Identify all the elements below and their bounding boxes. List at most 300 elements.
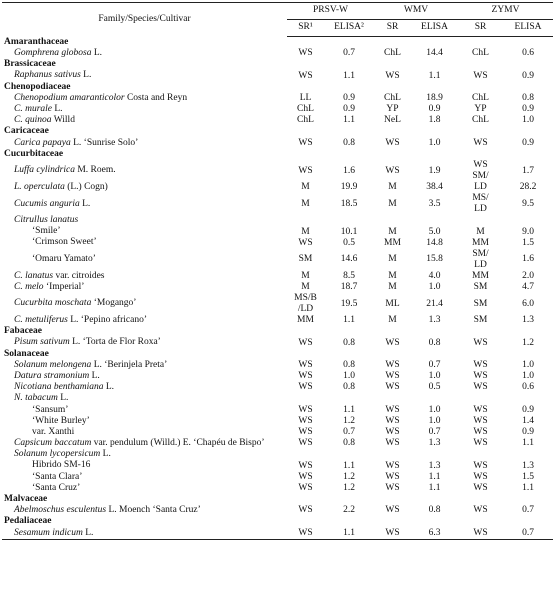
zymv-sr-value: WS	[473, 471, 488, 482]
authority-cultivar: L.	[89, 370, 100, 381]
table-body	[2, 37, 553, 540]
wmv-sr-cell	[374, 293, 411, 315]
zymv-sr-value: WS	[473, 527, 488, 538]
scientific-name: C. metuliferus	[14, 315, 68, 326]
zymv-sr-cell	[458, 93, 503, 104]
prsv-w-sr-cell	[287, 472, 324, 483]
authority-cultivar: L. ‘Sunrise Solo’	[70, 137, 139, 148]
species-name	[2, 238, 287, 249]
zymv-elisa-cell	[503, 405, 553, 416]
scientific-name: C. murale	[14, 103, 52, 114]
prsv-w-elisa-value: 1.1	[343, 115, 355, 126]
zymv-elisa-cell	[503, 449, 553, 460]
table-row	[2, 483, 553, 494]
zymv-sr-cell	[458, 193, 503, 215]
prsv-w-elisa-value: 1.2	[343, 483, 355, 494]
zymv-sr-cell	[458, 427, 503, 438]
wmv-sr-value: M	[388, 226, 397, 237]
wmv-sr-cell	[374, 505, 411, 516]
table-row	[2, 93, 553, 104]
prsv-w-elisa-cell	[324, 182, 374, 193]
table-row	[2, 461, 553, 472]
zymv-sr-cell	[458, 238, 503, 249]
zymv-sr-value: WS	[473, 505, 488, 516]
wmv-sr-value: M	[388, 315, 397, 326]
scientific-name: Abelmoschus esculentus	[14, 505, 107, 516]
scientific-name: Datura stramonium	[14, 370, 90, 381]
scientific-name: Solanum lycopersicum	[14, 449, 101, 460]
prsv-w-elisa-value: 1.1	[343, 404, 355, 415]
zymv-sr-cell	[458, 293, 503, 315]
prsv-w-elisa-cell	[324, 416, 374, 427]
table-row	[2, 360, 553, 371]
zymv-sr-cell	[458, 461, 503, 472]
scientific-name: Raphanus sativus	[14, 70, 81, 81]
wmv-elisa-value: 3.5	[428, 198, 441, 209]
family-name: Brassicaceae	[4, 59, 56, 70]
wmv-sr-cell	[374, 449, 411, 460]
zymv-sr-value: ChL	[472, 48, 489, 59]
zymv-elisa-header: ELISA	[503, 20, 553, 37]
authority-cultivar: ‘Sansum’	[32, 404, 69, 415]
authority-cultivar: ‘Mogango’	[91, 298, 137, 309]
wmv-elisa-header: ELISA	[411, 20, 458, 37]
table-row	[2, 193, 553, 215]
wmv-sr-cell	[374, 193, 411, 215]
zymv-elisa-value: 0.8	[522, 93, 534, 104]
prsv-w-sr-cell	[287, 416, 324, 427]
prsv-w-sr-cell	[287, 382, 324, 393]
family-name: Amaranthaceae	[4, 36, 69, 47]
family-row	[2, 37, 553, 49]
zymv-sr-value: WS	[473, 460, 488, 471]
prsv-w-sr-cell	[287, 160, 324, 182]
wmv-sr-cell	[374, 249, 411, 271]
wmv-sr-value: WS	[385, 438, 400, 449]
prsv-w-elisa-cell	[324, 449, 374, 460]
wmv-sr-cell	[374, 315, 411, 326]
prsv-w-elisa-cell	[324, 138, 374, 149]
table-row	[2, 249, 553, 271]
authority-cultivar: L.	[79, 198, 91, 209]
prsv-w-elisa-cell	[324, 104, 374, 115]
wmv-elisa-cell	[411, 405, 458, 416]
table-row	[2, 416, 553, 427]
prsv-w-sr-cell	[287, 438, 324, 449]
species-name	[2, 48, 287, 59]
zymv-sr-cell	[458, 382, 503, 393]
prsv-w-elisa-value: 2.2	[343, 505, 355, 516]
prsv-w-elisa-value: 0.8	[343, 382, 355, 393]
prsv-w-elisa-value: 1.0	[343, 371, 355, 382]
species-name	[2, 382, 287, 393]
wmv-elisa-cell	[411, 48, 458, 59]
wmv-sr-cell	[374, 416, 411, 427]
zymv-elisa-value: 0.7	[522, 527, 534, 538]
species-name	[2, 160, 287, 182]
wmv-elisa-cell	[411, 138, 458, 149]
wmv-elisa-value: 14.8	[426, 237, 443, 248]
prsv-w-elisa-value: 18.7	[340, 282, 358, 293]
authority-cultivar: Willd	[51, 115, 75, 126]
scientific-name: Capsicum baccatum	[14, 438, 92, 449]
prsv-w-sr-cell	[287, 93, 324, 104]
prsv-w-elisa-value: 18.5	[340, 198, 358, 209]
scientific-name: C. lanatus	[14, 270, 54, 281]
prsv-w-elisa-value: 0.8	[343, 360, 355, 371]
wmv-elisa-cell	[411, 371, 458, 382]
scientific-name: L. operculata	[14, 181, 65, 192]
prsv-w-sr-value: WS	[298, 237, 313, 248]
table-row	[2, 138, 553, 149]
wmv-sr-value: WS	[385, 337, 400, 348]
zymv-elisa-value: 9.0	[522, 226, 534, 237]
prsv-w-sr-cell	[287, 282, 324, 293]
scientific-name: Solanum melongena	[14, 359, 92, 370]
prsv-w-elisa-value: 0.5	[343, 237, 355, 248]
zymv-elisa-cell	[503, 438, 553, 449]
zymv-sr-cell	[458, 215, 503, 226]
prsv-w-sr-value: WS	[298, 382, 313, 393]
zymv-elisa-value: 1.3	[522, 460, 534, 471]
family-row	[2, 517, 553, 528]
wmv-elisa-cell	[411, 483, 458, 494]
zymv-sr-value: WS	[473, 360, 488, 371]
host-range-table-page	[2, 2, 553, 540]
wmv-elisa-value: 1.3	[428, 315, 441, 326]
zymv-elisa-cell	[503, 483, 553, 494]
species-name	[2, 249, 287, 271]
zymv-elisa-cell	[503, 293, 553, 315]
wmv-elisa-cell	[411, 282, 458, 293]
species-name	[2, 405, 287, 416]
wmv-sr-value: WS	[385, 360, 400, 371]
zymv-elisa-value: 1.4	[522, 415, 534, 426]
scientific-name: C. quinoa	[14, 115, 52, 126]
wmv-sr-cell	[374, 382, 411, 393]
zymv-sr-cell	[458, 449, 503, 460]
prsv-w-elisa-cell	[324, 371, 374, 382]
prsv-w-sr-value: WS	[298, 371, 313, 382]
wmv-elisa-cell	[411, 528, 458, 540]
wmv-elisa-value: 1.1	[428, 471, 441, 482]
zymv-elisa-value: 1.6	[522, 254, 534, 265]
prsv-w-elisa-cell	[324, 461, 374, 472]
prsv-w-sr-value: WS	[298, 70, 313, 81]
species-name	[2, 315, 287, 326]
wmv-sr-value: YP	[386, 104, 399, 115]
prsv-w-sr-cell	[287, 449, 324, 460]
zymv-elisa-value: 1.5	[522, 237, 534, 248]
zymv-elisa-value: 0.9	[522, 137, 534, 148]
species-name	[2, 472, 287, 483]
zymv-elisa-cell	[503, 182, 553, 193]
zymv-elisa-value: 1.3	[522, 315, 534, 326]
wmv-sr-cell	[374, 238, 411, 249]
table-row	[2, 71, 553, 82]
prsv-w-elisa-cell	[324, 338, 374, 349]
table-row	[2, 48, 553, 59]
wmv-sr-value: M	[388, 198, 397, 209]
wmv-elisa-value: 1.0	[428, 404, 441, 415]
wmv-sr-cell	[374, 528, 411, 540]
zymv-sr-cell	[458, 115, 503, 126]
zymv-sr-cell	[458, 138, 503, 149]
table-row	[2, 505, 553, 516]
wmv-sr-value: WS	[385, 137, 400, 148]
table-row	[2, 382, 553, 393]
zymv-sr-value: SM	[473, 282, 488, 293]
zymv-elisa-cell	[503, 427, 553, 438]
zymv-sr-cell	[458, 104, 503, 115]
zymv-sr-value: MS/ LD	[472, 193, 489, 215]
species-name	[2, 505, 287, 516]
prsv-w-sr-cell	[287, 249, 324, 271]
wmv-sr-value: WS	[385, 527, 400, 538]
wmv-elisa-cell	[411, 315, 458, 326]
wmv-group-header: WMV	[374, 3, 458, 20]
zymv-elisa-value: 1.1	[522, 483, 534, 494]
prsv-w-elisa-cell	[324, 427, 374, 438]
wmv-elisa-value: 0.7	[428, 360, 441, 371]
prsv-w-elisa-value: 14.6	[340, 254, 358, 265]
species-name	[2, 528, 287, 540]
prsv-w-elisa-value: 0.8	[343, 337, 355, 348]
prsv-w-elisa-cell	[324, 405, 374, 416]
prsv-w-sr-cell	[287, 315, 324, 326]
zymv-elisa-value: 28.2	[519, 182, 537, 193]
prsv-w-elisa-cell	[324, 48, 374, 59]
zymv-elisa-value: 1.1	[522, 438, 534, 449]
wmv-sr-value: WS	[385, 427, 400, 438]
prsv-w-sr-value: WS	[298, 505, 313, 516]
species-name	[2, 449, 287, 460]
zymv-sr-value: ChL	[472, 93, 489, 104]
wmv-sr-cell	[374, 438, 411, 449]
table-row	[2, 226, 553, 237]
wmv-sr-cell	[374, 271, 411, 282]
prsv-w-sr-cell	[287, 394, 324, 405]
species-name	[2, 138, 287, 149]
prsv-w-elisa-value: 0.8	[343, 438, 355, 449]
table-row	[2, 115, 553, 126]
zymv-sr-cell	[458, 505, 503, 516]
prsv-w-elisa-cell	[324, 115, 374, 126]
authority-cultivar: ‘Omaru Yamato’	[32, 254, 96, 265]
species-name	[2, 360, 287, 371]
zymv-elisa-cell	[503, 472, 553, 483]
wmv-elisa-cell	[411, 427, 458, 438]
prsv-w-sr-cell	[287, 115, 324, 126]
wmv-sr-value: WS	[385, 404, 400, 415]
authority-cultivar: L.	[80, 70, 92, 81]
family-row	[2, 59, 553, 70]
prsv-w-elisa-cell	[324, 315, 374, 326]
prsv-w-elisa-cell	[324, 93, 374, 104]
zymv-sr-value: WS	[473, 415, 488, 426]
prsv-w-sr-value: M	[301, 198, 310, 209]
prsv-w-elisa-value: 1.6	[343, 165, 355, 176]
zymv-sr-cell	[458, 160, 503, 182]
zymv-sr-value: WS	[473, 70, 488, 81]
prsv-w-sr-cell	[287, 71, 324, 82]
wmv-elisa-cell	[411, 338, 458, 349]
prsv-w-sr-cell	[287, 104, 324, 115]
wmv-elisa-cell	[411, 226, 458, 237]
wmv-sr-cell	[374, 427, 411, 438]
prsv-w-elisa-value: 8.5	[343, 270, 355, 281]
wmv-sr-value: M	[388, 270, 397, 281]
zymv-sr-value: MM	[472, 237, 489, 248]
wmv-elisa-cell	[411, 249, 458, 271]
scientific-name: Sesamum indicum	[14, 527, 83, 538]
zymv-elisa-cell	[503, 282, 553, 293]
prsv-w-elisa-cell	[324, 394, 374, 405]
wmv-sr-cell	[374, 405, 411, 416]
wmv-elisa-value: 6.3	[428, 527, 441, 538]
zymv-elisa-value: 0.7	[522, 505, 534, 516]
scientific-name: Luffa cylindrica	[14, 165, 75, 176]
species-name	[2, 461, 287, 472]
zymv-sr-value: WS	[473, 371, 488, 382]
table-row	[2, 215, 553, 226]
family-row	[2, 326, 553, 337]
prsv-w-elisa-cell	[324, 483, 374, 494]
prsv-w-sr-cell	[287, 271, 324, 282]
species-name	[2, 394, 287, 405]
zymv-elisa-value: 1.0	[522, 115, 534, 126]
wmv-elisa-cell	[411, 182, 458, 193]
wmv-elisa-cell	[411, 115, 458, 126]
prsv-w-sr-value: WS	[298, 527, 313, 538]
authority-cultivar: (L.) Cogn)	[64, 181, 108, 192]
zymv-elisa-cell	[503, 528, 553, 540]
wmv-elisa-value: 1.0	[428, 415, 441, 426]
wmv-elisa-value: 1.1	[428, 70, 441, 81]
authority-cultivar: L. Moench ‘Santa Cruz’	[106, 505, 201, 516]
zymv-elisa-cell	[503, 382, 553, 393]
wmv-elisa-value: 18.9	[426, 93, 443, 104]
prsv-w-sr-value: M	[301, 282, 310, 293]
wmv-sr-cell	[374, 93, 411, 104]
zymv-sr-cell	[458, 249, 503, 271]
zymv-elisa-value: 0.9	[522, 70, 534, 81]
family-row	[2, 82, 553, 93]
authority-cultivar: Hibrido SM-16	[32, 460, 91, 471]
zymv-elisa-cell	[503, 271, 553, 282]
wmv-elisa-cell	[411, 160, 458, 182]
wmv-sr-cell	[374, 104, 411, 115]
wmv-sr-cell	[374, 394, 411, 405]
authority-cultivar: L. ‘Torta de Flor Roxa’	[69, 337, 161, 348]
zymv-sr-value: SM	[473, 315, 488, 326]
wmv-sr-value: WS	[385, 471, 400, 482]
authority-cultivar: ‘White Burley’	[32, 415, 90, 426]
zymv-elisa-cell	[503, 104, 553, 115]
zymv-sr-cell	[458, 71, 503, 82]
family-name: Cucurbitaceae	[4, 148, 64, 159]
prsv-w-sr-value: MS/B /LD	[294, 293, 317, 315]
species-name	[2, 193, 287, 215]
prsv-w-elisa-cell	[324, 249, 374, 271]
wmv-sr-cell	[374, 48, 411, 59]
zymv-sr-cell	[458, 528, 503, 540]
zymv-elisa-cell	[503, 315, 553, 326]
species-name	[2, 282, 287, 293]
prsv-w-elisa-value: 1.2	[343, 415, 355, 426]
zymv-elisa-value: 1.0	[522, 371, 534, 382]
wmv-elisa-cell	[411, 293, 458, 315]
prsv-w-sr-cell	[287, 138, 324, 149]
family-row	[2, 349, 553, 360]
table-row	[2, 438, 553, 449]
prsv-w-sr-value: WS	[298, 165, 313, 176]
prsv-w-elisa-cell	[324, 71, 374, 82]
prsv-w-elisa-cell	[324, 382, 374, 393]
prsv-w-sr-value: WS	[298, 48, 313, 59]
authority-cultivar: L.	[57, 393, 69, 404]
wmv-elisa-value: 5.0	[428, 226, 441, 237]
host-range-table	[2, 2, 553, 540]
wmv-sr-value: WS	[385, 382, 400, 393]
family-name: Solanaceae	[4, 348, 49, 359]
prsv-w-sr-value: WS	[298, 404, 313, 415]
wmv-elisa-cell	[411, 472, 458, 483]
authority-cultivar: ‘Smile’	[32, 226, 61, 237]
scientific-name: Chenopodium amaranticolor	[14, 92, 125, 103]
zymv-elisa-cell	[503, 371, 553, 382]
zymv-elisa-value: 0.6	[522, 48, 534, 59]
wmv-elisa-cell	[411, 416, 458, 427]
prsv-w-sr-value: WS	[298, 460, 313, 471]
wmv-sr-cell	[374, 461, 411, 472]
wmv-elisa-value: 1.9	[428, 165, 441, 176]
wmv-sr-value: WS	[385, 165, 400, 176]
prsv-w-sr-value: M	[301, 182, 310, 193]
family-name: Fabaceae	[4, 326, 42, 337]
zymv-sr-value: LD	[474, 182, 487, 193]
zymv-sr-cell	[458, 483, 503, 494]
prsv-w-sr-value: ChL	[297, 115, 314, 126]
wmv-elisa-value: 0.7	[428, 427, 441, 438]
zymv-sr-cell	[458, 271, 503, 282]
family-row	[2, 149, 553, 160]
scientific-name: Cucurbita moschata	[14, 298, 92, 309]
wmv-elisa-cell	[411, 461, 458, 472]
wmv-elisa-value: 4.0	[428, 270, 441, 281]
wmv-sr-cell	[374, 338, 411, 349]
wmv-elisa-cell	[411, 360, 458, 371]
zymv-elisa-value: 4.7	[522, 282, 534, 293]
table-header	[2, 3, 553, 37]
wmv-sr-cell	[374, 282, 411, 293]
zymv-sr-value: WS	[473, 438, 488, 449]
wmv-sr-value: ML	[385, 298, 400, 309]
authority-cultivar: var. Xanthi	[32, 426, 75, 437]
wmv-elisa-value: 1.0	[428, 282, 441, 293]
table-row	[2, 282, 553, 293]
species-name	[2, 115, 287, 126]
authority-cultivar: ‘Crimson Sweet’	[32, 237, 97, 248]
prsv-w-elisa-value: 0.9	[343, 93, 355, 104]
zymv-elisa-value: 1.2	[522, 337, 534, 348]
prsv-w-sr-cell	[287, 193, 324, 215]
zymv-elisa-cell	[503, 238, 553, 249]
prsv-w-elisa-value: 19.5	[340, 298, 358, 309]
prsv-w-sr-cell	[287, 182, 324, 193]
prsv-w-elisa-cell	[324, 282, 374, 293]
authority-cultivar: Costa and Reyn	[124, 92, 188, 103]
